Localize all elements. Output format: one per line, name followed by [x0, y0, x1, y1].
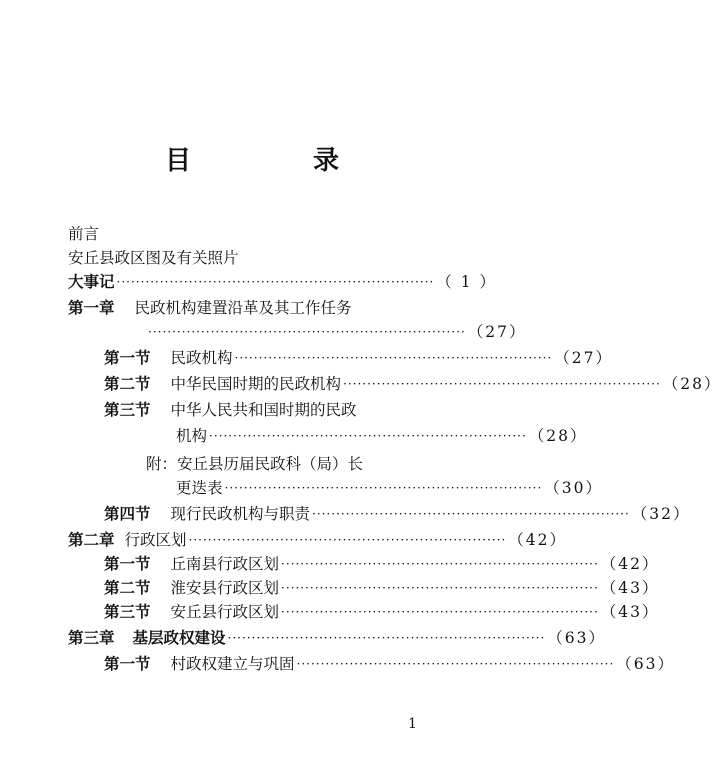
dot-leader: ·································································· [188, 533, 507, 547]
dot-leader: ·································································· [281, 557, 599, 571]
toc-entry-page: （28） [662, 375, 722, 393]
toc-entry-page: （ 1 ） [436, 273, 497, 291]
toc-entry-page: （42） [508, 531, 568, 549]
toc-entry-page: （27） [467, 323, 527, 341]
toc-section-label: 第三节 [104, 602, 151, 621]
dot-leader: ·································································· [281, 581, 599, 595]
toc-entry [104, 502, 691, 526]
toc-entry-title: 机构 [176, 427, 208, 445]
toc-entry [104, 372, 722, 396]
toc-entry [104, 652, 676, 676]
toc-entry-title: 安丘县政区图及有关照片 [68, 249, 239, 267]
toc-entry [176, 476, 604, 500]
toc-entry-page: （28） [528, 427, 588, 445]
toc-entry-title: 附：安丘县历届民政科（局）长 [146, 455, 364, 473]
toc-entry [146, 452, 444, 476]
toc-entry-page: （63） [616, 655, 676, 673]
toc-section-label: 第二节 [104, 374, 151, 393]
toc-entry-title: 民政机构 [170, 349, 233, 367]
toc-entry [104, 346, 614, 370]
toc-entry-title: 前言 [68, 225, 100, 243]
toc-entry [104, 552, 660, 576]
toc-entry-page: （42） [600, 555, 660, 573]
toc-section-label: 第一节 [104, 554, 151, 573]
dot-leader: ·································································· [343, 377, 661, 391]
page-title: 目 录 [164, 146, 387, 176]
toc-entry [104, 398, 444, 422]
toc-chapter-label: 第三章 [68, 628, 115, 647]
toc-section-label: 第一节 [104, 654, 151, 673]
toc-entry-title: 更迭表 [176, 479, 223, 497]
toc-entry [68, 528, 568, 552]
toc-entry-title: 现行民政机构与职责 [170, 505, 311, 523]
dot-leader: ·································································· [312, 507, 630, 521]
dot-leader: ·································································· [296, 657, 615, 671]
toc-entry-title: 淮安县行政区划 [170, 579, 280, 597]
toc-chapter-label: 第二章 [68, 530, 115, 549]
toc-entry-page: （30） [544, 479, 604, 497]
toc-entry-title: 中华民国时期的民政机构 [170, 375, 342, 393]
dot-leader: ·································································· [209, 429, 527, 443]
toc-entry-page: （43） [600, 579, 660, 597]
dot-leader: ·································································· [227, 631, 546, 645]
toc-entry [68, 626, 607, 650]
toc-entry [68, 270, 497, 294]
toc-entry-title: 村政权建立与巩固 [170, 655, 295, 673]
toc-section-label: 第四节 [104, 504, 151, 523]
dot-leader: ·································································· [224, 481, 543, 495]
toc-entry-title: 安丘县行政区划 [170, 603, 280, 621]
toc-entry-page: （43） [600, 603, 660, 621]
toc-entry [68, 296, 444, 320]
toc-entry [68, 246, 434, 270]
toc-section-label: 第一节 [104, 348, 151, 367]
page-number: 1 [408, 716, 417, 732]
toc-entry-title: 中华人民共和国时期的民政 [170, 401, 357, 419]
toc-entry [104, 576, 660, 600]
toc-section-label: 第三节 [104, 400, 151, 419]
toc-entry-title: 行政区划 [124, 531, 187, 549]
toc-chapter-label: 第一章 [68, 298, 115, 317]
dot-leader: ·································································· [116, 275, 435, 289]
toc-entry-title: 民政机构建置沿革及其工作任务 [134, 299, 352, 317]
dot-leader: ·································································· [234, 351, 553, 365]
toc-entry-page: （27） [554, 349, 614, 367]
toc-entry [176, 424, 588, 448]
toc-section-label: 第二节 [104, 578, 151, 597]
toc-entry [104, 600, 660, 624]
toc-entry [68, 222, 434, 246]
dot-leader: ·································································· [148, 325, 466, 339]
toc-entry-title: 大事记 [68, 272, 115, 291]
toc-entry [146, 320, 527, 344]
toc-entry-page: （32） [631, 505, 691, 523]
toc-entry-title: 基层政权建设 [132, 628, 226, 647]
toc-entry-page: （63） [547, 629, 607, 647]
dot-leader: ·································································· [281, 605, 599, 619]
toc-entry-title: 丘南县行政区划 [170, 555, 280, 573]
